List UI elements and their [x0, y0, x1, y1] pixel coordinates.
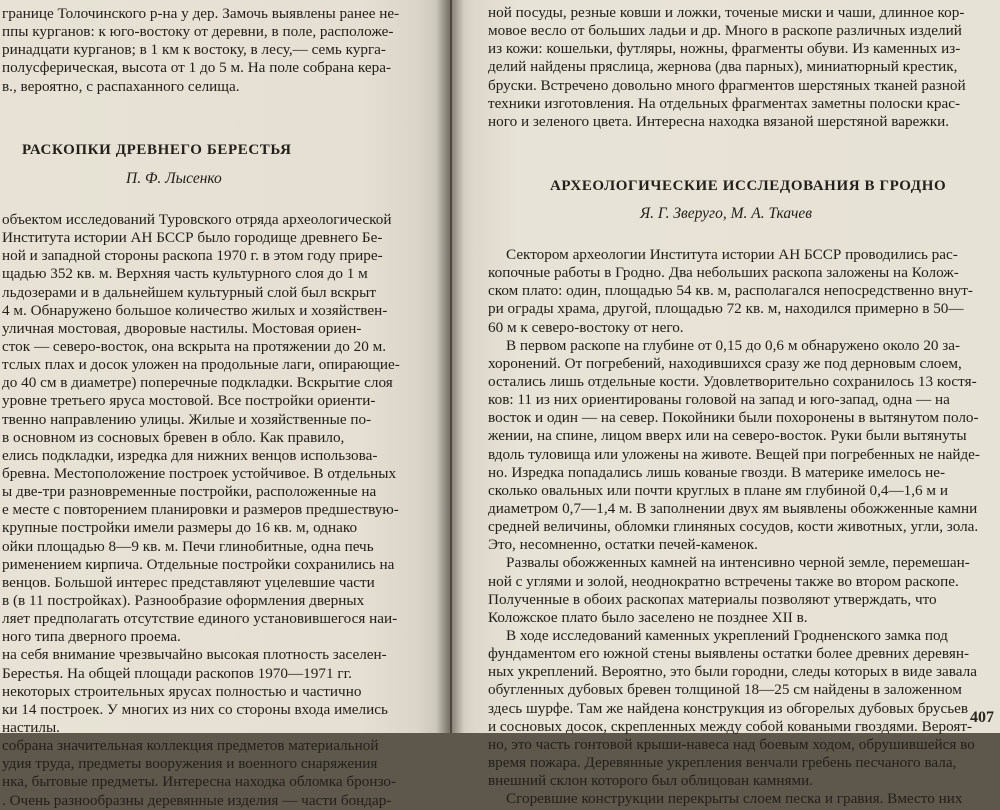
text-line: собрана значительная коллекция предметов материальной — [2, 737, 379, 755]
text-line: В первом раскопе на глубине от 0,15 до 0,6 м обнаружено около 20 за- — [506, 336, 961, 354]
text-line: и сосновых досок, скрепленных между собой коваными гвоздями. Вероят- — [488, 717, 973, 735]
text-line: ри ограды храма, другой, площадью 72 кв. м, находился примерно в 50— — [488, 300, 964, 318]
text-line: . Очень разнообразны деревянные изделия — части бондар- — [2, 791, 392, 809]
text-line: елись подкладки, изредка для нижних венцов использова- — [2, 446, 378, 464]
text-line: Коложское плато было заселено не позднее XII в. — [488, 608, 808, 626]
text-line: в (в 11 постройках). Разнообразие оформления дверных — [2, 591, 365, 609]
text-line: ков: 11 из них ориентированы головой на запад и юго-запад, одна — на — [488, 391, 950, 409]
text-line: Сгоревшие конструкции перекрыты слоем песка и гравия. Вместо них — [506, 790, 963, 808]
book-gutter — [436, 0, 464, 733]
text-line: тслых плах и досок уложен на продольные лаги, опирающие- — [2, 356, 400, 374]
text-line: ском плато: один, площадью 54 кв. м, располагался непосредственно внут- — [488, 282, 973, 300]
right-article-body — [488, 246, 980, 808]
text-line: ного типа дверного проема. — [2, 628, 181, 646]
text-line: венцов. Большой интерес представляют уцелевшие части — [2, 573, 375, 591]
text-line: до 40 см в диаметре) поперечные подкладки. Вскрытие слоя — [2, 374, 393, 392]
text-line: делий найдены пряслица, жернова (два парных), миниатюрный крестик, — [488, 58, 958, 76]
text-line: Берестья. На общей площади раскопов 1970—1971 гг. — [2, 664, 352, 682]
text-line: диаметром 0,7—1,4 м. В заполнении двух ям выявлены обожженные камни — [488, 499, 978, 517]
text-line: 4 м. Обнаружено большое количество жилых и хозяйствен- — [2, 301, 388, 319]
text-line: бруски. Встречено довольно много фрагментов шерстяных тканей разной — [488, 76, 966, 94]
text-line: Института истории АН БССР было городище древнего Бе- — [2, 229, 383, 247]
text-line: ного и зеленого цвета. Интересна находка вязаной шерстяной варежки. — [488, 112, 950, 130]
text-line: полусферическая, высота от 1 до 5 м. На поле собрана кера- — [2, 59, 392, 77]
article-author: П. Ф. Лысенко — [126, 170, 222, 187]
text-line: некоторых строительных ярусах полностью и частично — [2, 682, 362, 700]
text-line: но. Изредка попадались лишь кованые гвозди. В материке имелось не- — [488, 463, 946, 481]
text-line: объектом исследований Туровского отряда археологической — [2, 211, 392, 228]
text-line: е месте с повторением планировки и размеров предшествую- — [2, 501, 399, 519]
text-line: жении, на спине, лицом вверх или на северо-восток. Руки были вытянуты — [488, 427, 967, 445]
text-line: мовое весло от больших ладьи и др. Много в раскопе различных изделий — [488, 22, 962, 40]
text-line: копочные работы в Гродно. Два небольших раскопа заложены на Колож- — [488, 264, 959, 282]
text-line: здесь шурфе. Там же найдена конструкция из обгорелых дубовых брусьев — [488, 699, 969, 717]
text-line: ляет предполагать отсутствие единого установившегося наи- — [2, 610, 398, 628]
article-title: АРХЕОЛОГИЧЕСКИЕ ИССЛЕДОВАНИЯ В ГРОДНО — [550, 178, 947, 194]
text-line: В ходе исследований каменных укреплений Гродненского замка под — [506, 626, 948, 644]
text-line: границе Толочинского р-на у дер. Замочь выявлены ранее не- — [2, 5, 400, 22]
text-line: бревна. Местоположение построек устойчивое. В отдельных — [2, 464, 397, 482]
text-line: Сектором археологии Института истории АН БССР проводились рас- — [506, 246, 958, 263]
text-line: Полученные в обоих раскопах материалы позволяют утверждать, что — [488, 590, 937, 608]
article-title: РАСКОПКИ ДРЕВНЕГО БЕРЕСТЬЯ — [22, 142, 292, 158]
text-line: 60 м к северо-востоку от него. — [488, 318, 684, 336]
text-line: нка, бытовые предметы. Интересна находка обломка бронзо- — [2, 773, 397, 791]
text-line: твенно направлению улицы. Жилые и хозяйственные по- — [2, 410, 372, 428]
text-line: сток — северо-восток, она вскрыта на протяжении до 20 м. — [2, 337, 386, 355]
text-line: фундаментом его южной стены выявлены остатки более древних деревян- — [488, 645, 970, 663]
text-line: ной и западной стороны раскопа 1970 г. в этом году прире- — [2, 247, 383, 265]
text-line: ной с углями и золой, неоднократно встречены также во втором раскопе. — [488, 572, 959, 590]
text-line: средней величины, обломки глиняных сосудов, кости животных, угли, зола. — [488, 518, 979, 536]
text-line: ы две-три разновременные постройки, расположенные на — [2, 483, 377, 501]
text-line: на себя внимание чрезвычайно высокая плотность заселен- — [2, 646, 387, 664]
text-line: ной посуды, резные ковши и ложки, точеные миски и чаши, длинное кор- — [488, 4, 965, 21]
text-line: ппы курганов: к юго-востоку от деревни, в поле, расположе- — [2, 23, 394, 41]
left-article-body — [2, 211, 400, 810]
text-line: настилы. — [2, 718, 60, 736]
text-line: ойки площадью 8—9 кв. м. Печи глинобитные, одна печь — [2, 537, 374, 555]
text-line: в., вероятно, с распаханного селища. — [2, 77, 240, 95]
text-line: в основном из сосновых бревен в обло. Как правило, — [2, 428, 345, 446]
text-line: уличная мостовая, дворовые настилы. Мостовая ориен- — [2, 319, 362, 337]
text-line: из кожи: кошельки, футляры, ножны, фрагменты обуви. Из каменных из- — [488, 40, 961, 58]
text-line: ки 14 построек. У многих из них со стороны входа имелись — [2, 700, 388, 718]
text-line: техники изготовления. На отдельных фрагментах заметны полоски крас- — [488, 94, 961, 112]
text-line: внешний склон которого был облицован камнями. — [488, 772, 814, 790]
text-line: уровне третьего яруса мостовой. Все постройки ориенти- — [2, 392, 376, 410]
text-line: остались лишь отдельные кости. Удовлетворительно сохранилось 13 костя- — [488, 372, 977, 390]
text-line: крупные постройки имели размеры до 16 кв. м, однако — [2, 519, 358, 537]
text-line: Это, несомненно, остатки печей-каменок. — [488, 536, 758, 554]
left-page — [0, 0, 450, 809]
article-author: Я. Г. Зверуго, М. А. Ткачев — [640, 205, 812, 222]
page-number: 407 — [970, 708, 994, 726]
text-line: ринадцати курганов; в 1 км к востоку, в лесу,— семь курга- — [2, 41, 386, 59]
text-line: Развалы обожженных камней на интенсивно черной земле, перемешан- — [506, 554, 970, 572]
left-intro-text — [2, 5, 399, 96]
text-line: восток и один — на север. Покойники были похоронены в вытянутом поло- — [488, 409, 979, 427]
text-line: хоронений. От погребений, находившихся сразу же под дерновым слоем, — [488, 354, 962, 372]
text-line: обугленных дубовых бревен толщиной 18—25 см найдены в заложенном — [488, 681, 962, 699]
text-line: удия труда, предметы вооружения и военного снаряжения — [2, 755, 378, 773]
text-line: ных укреплений. Вероятно, это были городни, следы которых в виде завала — [488, 663, 977, 681]
text-line: рименением кирпича. Отдельные постройки сохранились на — [2, 555, 395, 573]
text-line: льдозерами и в дальнейшем культурный слой был вскрыт — [2, 283, 376, 301]
text-line: сколько овальных или почти круглых в плане ям глубиной 0,4—1,6 м и — [488, 481, 948, 499]
text-line: вдоль туловища или уложены на животе. Вещей при погребенных не найде- — [488, 445, 980, 463]
right-page — [452, 0, 1000, 808]
text-line: но, это часть гонтовой крыши-навеса над боевым ходом, обрушившейся во — [488, 735, 975, 753]
right-top-text — [488, 4, 966, 131]
text-line: время пожара. Деревянные укрепления венчали гребень песчаного вала, — [488, 753, 957, 771]
text-line: щадью 352 кв. м. Верхняя часть культурного слоя до 1 м — [2, 265, 368, 283]
